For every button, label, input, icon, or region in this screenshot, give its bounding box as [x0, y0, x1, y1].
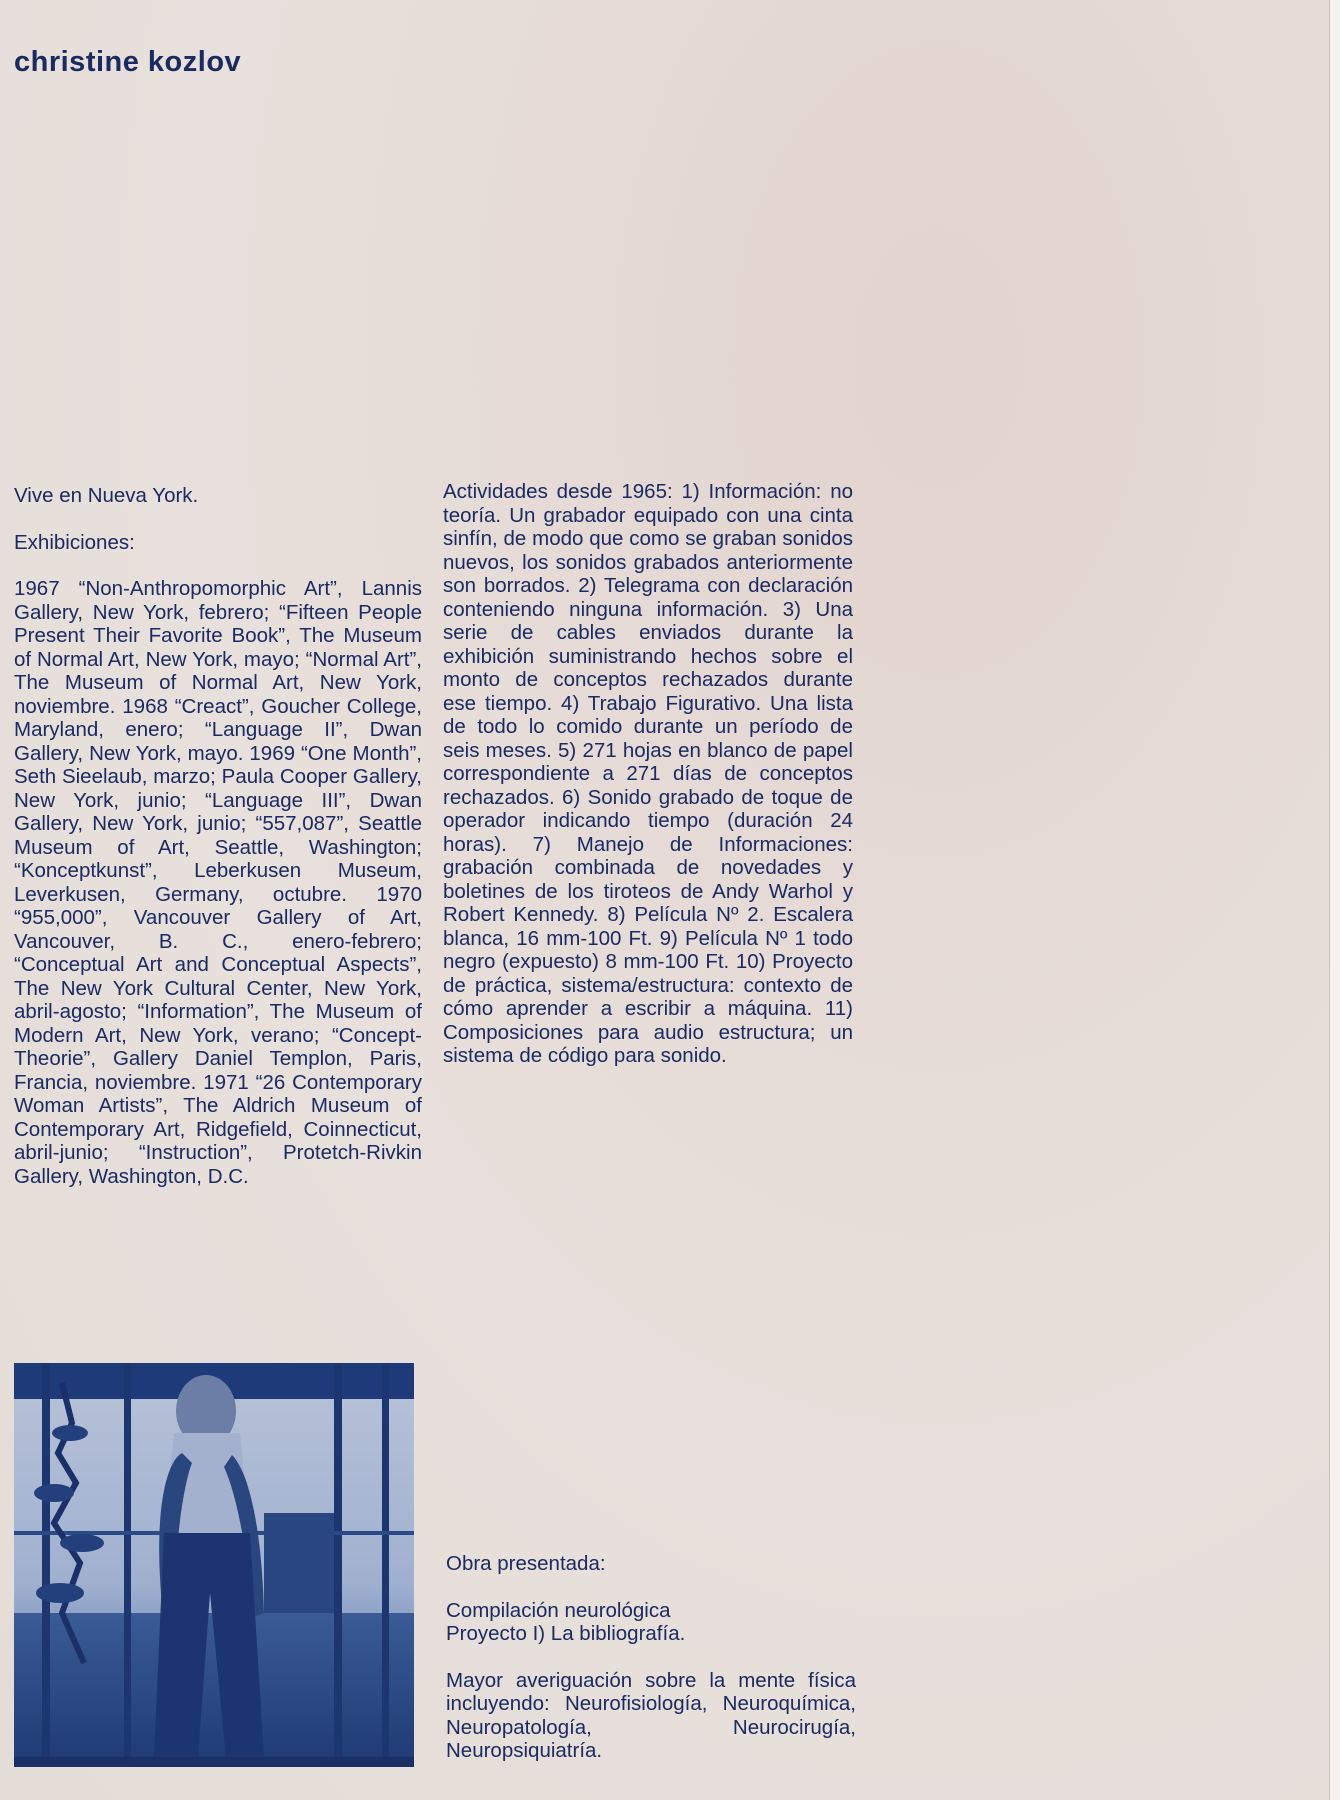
work-title-line-1: Compilación neurológica	[446, 1598, 671, 1622]
residence-text: Vive en Nueva York.	[14, 484, 199, 507]
artist-portrait-image	[14, 1363, 414, 1767]
work-presented-heading: Obra presentada:	[446, 1552, 606, 1575]
exhibitions-heading: Exhibiciones:	[14, 530, 135, 554]
work-description: Mayor averiguación sobre la mente física incluyendo: Neurofisiología, Neuroquímica, Neuropatología, Neurocirugía, Neuropsiquiatría.	[446, 1668, 856, 1762]
work-presented-section	[446, 1552, 856, 1763]
activities-text: Actividades desde 1965: 1) Información: no teoría. Un grabador equipado con una cinta sinfín, de modo que como se graban sonidos nuevos, los sonidos grabados anteriormente son borrados. 2) Telegrama con declaración conteniendo ninguna información. 3) Una serie de cables enviados durante la exhibición suministrando hechos sobre el monto de conceptos rechazados durante ese tiempo. 4) Trabajo Figurativo. Una lista de todo lo comido durante un período de seis meses. 5) 271 hojas en blanco de papel correspondiente a 271 días de conceptos rechazados. 6) Sonido grabado de toque de operador indicando tiempo (duración 24 horas). 7) Manejo de Informaciones: grabación combinada de novedades y boletines de los tiroteos de Andy Warhol y Robert Kennedy. 8) Película Nº 2. Escalera blanca, 16 mm-100 Ft. 9) Película Nº 1 todo negro (expuesto) 8 mm-100 Ft. 10) Proyecto de práctica, sistema/estructura: contexto de cómo aprender a escribir a máquina. 11) Composiciones para audio estructura; un sistema de código para sonido.	[443, 480, 853, 1067]
work-title-line-2: Proyecto I) La bibliografía.	[446, 1622, 686, 1645]
exhibitions-list: 1967 “Non-Anthropomorphic Art”, Lannis Gallery, New York, febrero; “Fifteen People Present Their Favorite Book”, The Museum of Normal Art, New York, mayo; “Normal Art”, The Museum of Normal Art, New York, noviembre. 1968 “Creact”, Goucher College, Maryland, enero; “Language II”, Dwan Gallery, New York, mayo. 1969 “One Month”, Seth Sieelaub, marzo; Paula Cooper Gallery, New York, junio; “Language III”, Dwan Gallery, New York, junio; “557,087”, Seattle Museum of Art, Seattle, Washington; “Konceptkunst”, Leberkusen Museum, Leverkusen, Germany, octubre. 1970 “955,000”, Vancouver Gallery of Art, Vancouver, B. C., enero-febrero; “Conceptual Art and Conceptual Aspects”, The New York Cultural Center, New York, abril-agosto; “Information”, The Museum of Modern Art, New York, verano; “Concept-Theorie”, Gallery Daniel Templon, Paris, Francia, noviembre. 1971 “26 Contemporary Woman Artists”, The Aldrich Museum of Contemporary Art, Ridgefield, Coinnecticut, abril-junio; “Instruction”, Protetch-Rivkin Gallery, Washington, D.C.	[14, 577, 422, 1188]
activities-column	[443, 480, 853, 1068]
biography-column	[14, 484, 422, 1188]
artist-photo	[14, 1363, 414, 1767]
artist-name: christine kozlov	[14, 46, 242, 78]
page-edge	[1329, 0, 1340, 1800]
